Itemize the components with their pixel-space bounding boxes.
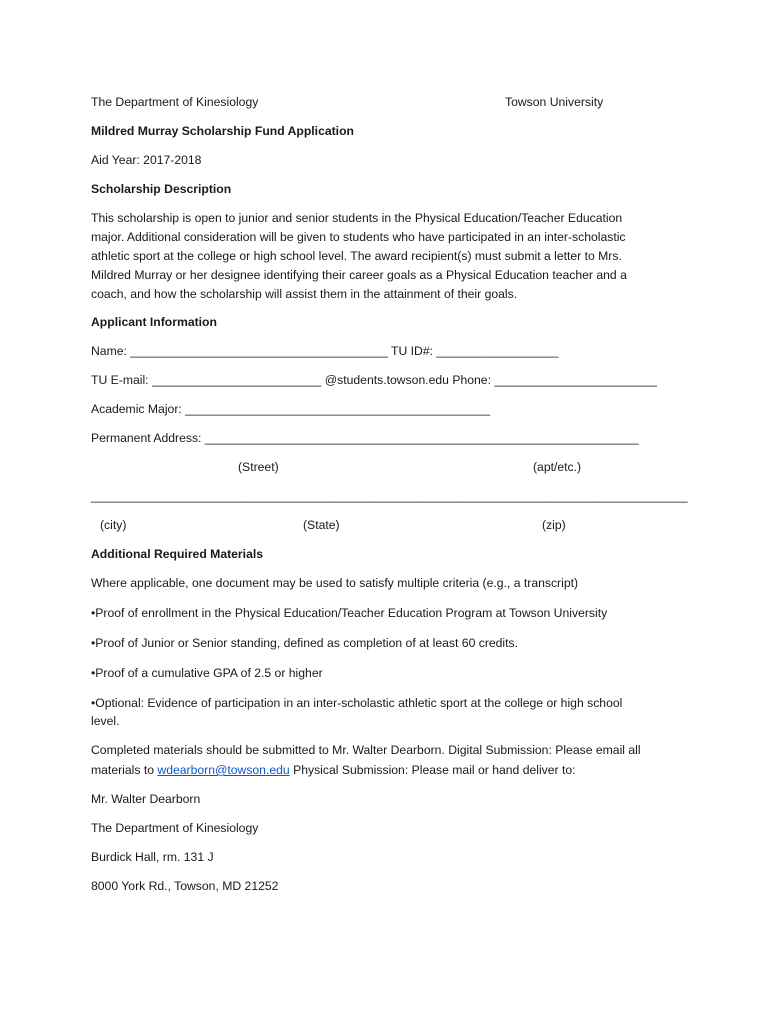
street-label: (Street) (238, 460, 279, 474)
zip-label: (zip) (542, 518, 566, 532)
contact-department: The Department of Kinesiology (91, 821, 259, 835)
address-second-line-field[interactable]: ________________________________________________________________________________________ (91, 489, 688, 503)
list-item: •Proof of a cumulative GPA of 2.5 or higher (91, 666, 323, 680)
description-line: Mildred Murray or her designee identifying their career goals as a Physical Education teacher and a (91, 268, 627, 282)
list-item: •Optional: Evidence of participation in an inter-scholastic athletic sport at the college or high school (91, 696, 623, 710)
description-line: coach, and how the scholarship will assist them in the attainment of their goals. (91, 287, 518, 301)
permanent-address-field[interactable]: Permanent Address: ________________________________________________________________ (91, 431, 639, 445)
name-id-field[interactable]: Name: ______________________________________ TU ID#: __________________ (91, 344, 559, 358)
contact-room: Burdick Hall, rm. 131 J (91, 850, 214, 864)
description-line: This scholarship is open to junior and senior students in the Physical Education/Teacher Education (91, 211, 623, 225)
header-department: The Department of Kinesiology (91, 95, 259, 109)
submission-text: Completed materials should be submitted to Mr. Walter Dearborn. Digital Submission: Please email all (91, 743, 641, 757)
list-item-continuation: level. (91, 714, 120, 728)
apt-label: (apt/etc.) (533, 460, 582, 474)
submission-suffix: Physical Submission: Please mail or hand deliver to: (289, 763, 576, 777)
contact-name: Mr. Walter Dearborn (91, 792, 201, 806)
list-item: •Proof of Junior or Senior standing, defined as completion of at least 60 credits. (91, 636, 519, 650)
materials-intro: Where applicable, one document may be used to satisfy multiple criteria (e.g., a transcript) (91, 576, 579, 590)
email-link[interactable]: wdearborn@towson.edu (157, 763, 290, 777)
description-heading: Scholarship Description (91, 182, 232, 196)
materials-heading: Additional Required Materials (91, 547, 264, 561)
header-university: Towson University (505, 95, 604, 109)
academic-major-field[interactable]: Academic Major: _____________________________________________ (91, 402, 491, 416)
description-body (91, 209, 681, 304)
city-label: (city) (100, 518, 127, 532)
description-line: athletic sport at the college or high school level. The award recipient(s) must submit a letter to Mrs. (91, 249, 622, 263)
document-title: Mildred Murray Scholarship Fund Application (91, 124, 354, 138)
state-label: (State) (303, 518, 340, 532)
aid-year: Aid Year: 2017-2018 (91, 153, 202, 167)
submission-prefix: materials to (91, 763, 158, 777)
list-item: •Proof of enrollment in the Physical Education/Teacher Education Program at Towson University (91, 606, 608, 620)
description-line: major. Additional consideration will be given to students who have participated in an inter-scholastic (91, 230, 626, 244)
applicant-heading: Applicant Information (91, 315, 217, 329)
submission-text-line2 (91, 763, 576, 778)
email-phone-field[interactable]: TU E-mail: _________________________ @students.towson.edu Phone: ________________________ (91, 373, 658, 387)
contact-address: 8000 York Rd., Towson, MD 21252 (91, 879, 279, 893)
